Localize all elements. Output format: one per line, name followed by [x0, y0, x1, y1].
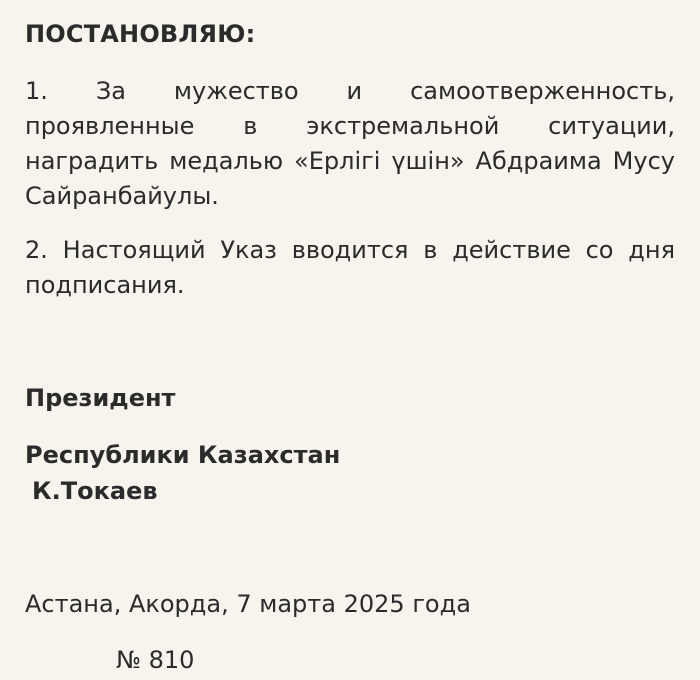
signature-name: К.Токаев: [32, 477, 158, 505]
signature-republic: Республики Казахстан: [25, 441, 341, 469]
decree-number: № 810: [116, 646, 195, 674]
decree-paragraph-1: 1. За мужество и самоотверженность, проявленные в экстремальной ситуации, наградить медалью «Ерлігі үшін» Абдраима Мусу Сайранбайулы.: [25, 77, 675, 210]
decree-document: [25, 0, 675, 680]
decree-paragraph-2: 2. Настоящий Указ вводится в действие со дня подписания.: [25, 236, 675, 299]
place-and-date: Астана, Акорда, 7 марта 2025 года: [25, 590, 471, 618]
signature-title: Президент: [25, 384, 176, 412]
decree-heading: ПОСТАНОВЛЯЮ:: [25, 20, 256, 48]
